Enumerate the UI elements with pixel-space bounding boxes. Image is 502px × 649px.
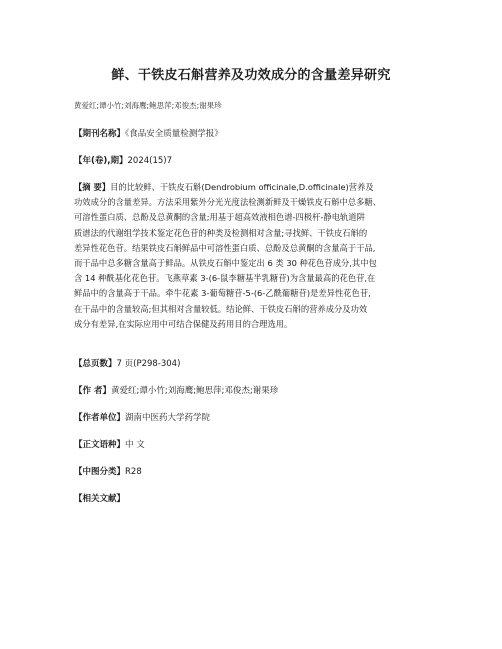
author-line: 黄爱红;谭小竹;刘海鹰;鲍思萍;邓俊杰;谢果珍 [74,101,222,110]
abstract-line: 在干品中的含量较高;但其相对含量较低。结论鲜、干铁皮石斛的营养成分及功效 [74,303,368,314]
language-value: 中 文 [125,440,145,450]
pages-label: 【总页数】 [74,359,117,369]
language-label: 【正文语种】 [74,440,126,450]
issue-label: 【年(卷),期】 [74,156,128,166]
classification-value: R28 [125,467,142,477]
affiliation-value: 湖南中医药大学药学院 [125,413,211,423]
issue-value: 2024(15)7 [127,156,172,166]
article-title: 鲜、干铁皮石斛营养及功效成分的含量差异研究 [111,68,391,83]
journal-value: 《食品安全质量检测学报》 [125,129,223,139]
authors-label: 【作 者】 [74,386,111,396]
abstract-line: 鲜品中的含量高于干品。牵牛花素 3-葡萄糖苷-5-(6-乙酰葡糖苷)是差异性花色苷, [74,288,371,299]
issue-field [74,154,172,166]
authors-field [74,384,278,396]
language-field [74,438,145,450]
abstract-block [74,180,432,332]
abstract-line: 差异性花色苷。结果铁皮石斛鲜品中可溶性蛋白质、总酚及总黄酮的含量高于干品, [74,242,376,253]
abstract-line: 含 14 种酰基化花色苷。飞燕草素 3-(6-鼠李糖基半乳糖苷)为含量最高的花色苷,在 [74,273,376,284]
authors-value: 黄爱红;谭小竹;刘海鹰;鲍思萍;邓俊杰;谢果珍 [110,386,279,396]
pages-field [74,357,180,369]
affiliation-label: 【作者单位】 [74,413,126,423]
abstract-line: 成分有差异,在实际应用中可结合保健及药用目的合理选用。 [74,318,293,329]
classification-label: 【中图分类】 [74,467,126,477]
abstract-line: 可溶性蛋白质、总酚及总黄酮的含量;用基于超高效液相色谱-四极杆-静电轨道阱 [74,212,365,223]
journal-label: 【期刊名称】 [74,129,126,139]
abstract-line: 而干品中总多糖含量高于鲜品。从铁皮石斛中鉴定出 6 类 30 种花色苷成分,其中包 [74,258,377,269]
related-field [74,492,125,504]
abstract-label: 【摘 要】 [74,182,111,192]
journal-field [74,127,223,139]
related-label: 【相关文献】 [74,494,126,504]
abstract-line: 功效成分的含量差异。方法采用紫外分光光度法检测新鲜及干燥铁皮石斛中总多糖、 [74,197,381,208]
affiliation-field [74,411,210,423]
abstract-line: 目的比较鲜、干铁皮石斛(Dendrobium officinale,D.officinale)营养及 [110,182,374,192]
classification-field [74,465,142,477]
pages-value: 7 页(P298-304) [116,359,181,369]
abstract-line: 质谱法的代谢组学技术鉴定花色苷的种类及检测相对含量;寻找鲜、干铁皮石斛的 [74,227,368,238]
